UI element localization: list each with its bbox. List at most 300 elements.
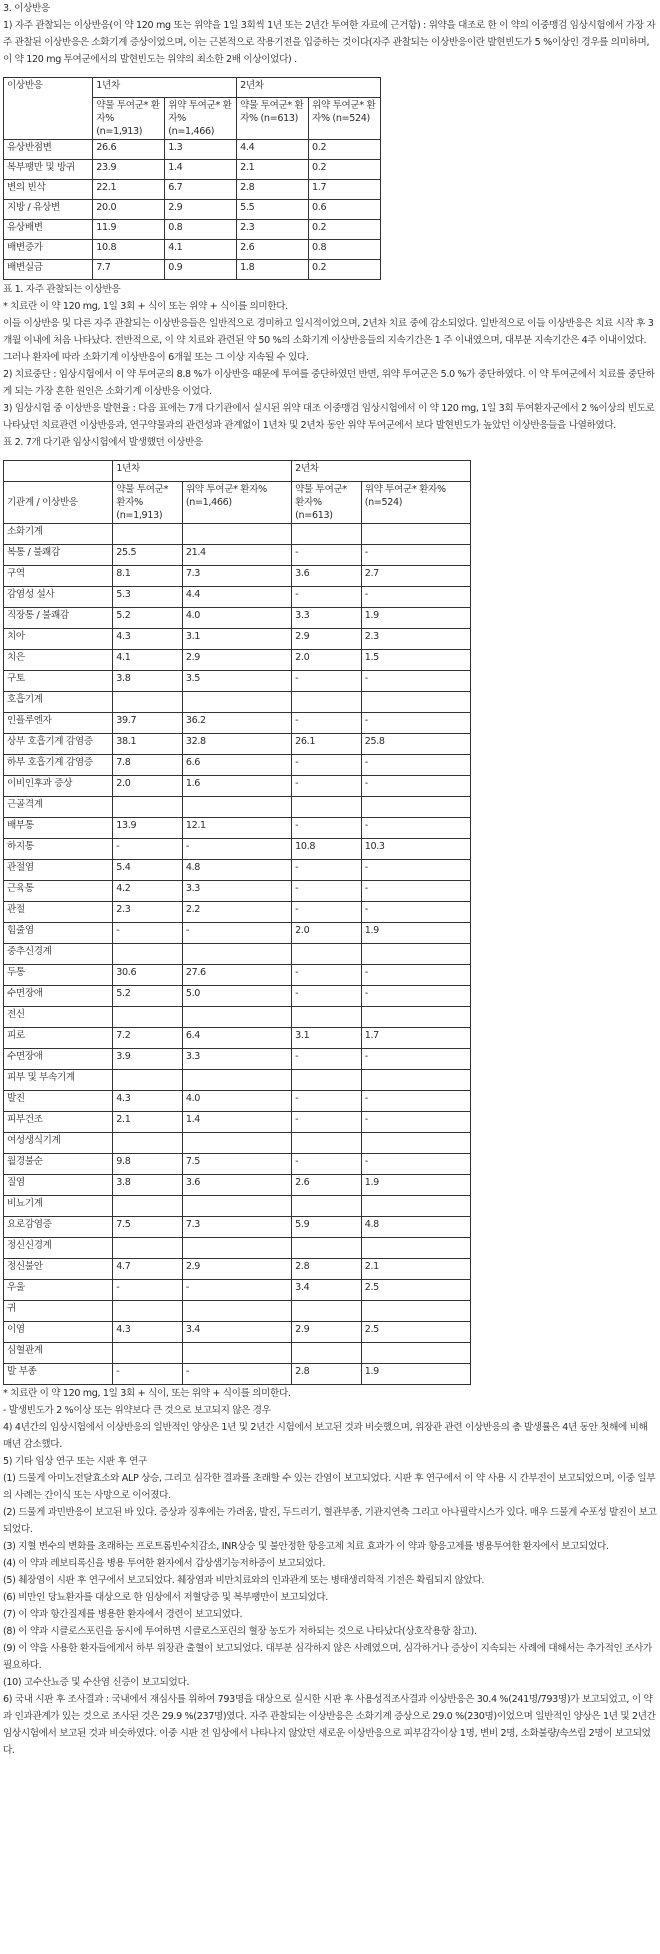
paragraph: (2) 드물게 과민반응이 보고된 바 있다. 증상과 징후에는 가려움, 발진, 두드러기, 혈관부종, 기관지연축 그리고 아나필락시스가 있다. 매우 드물게 수포성 발진이 보고되었다. (3, 1507, 657, 1535)
table-row (4, 160, 381, 180)
table-cell-value: 3.8 (113, 671, 183, 692)
table-cell-value: 1.8 (237, 260, 309, 280)
table-cell-label: 이염 (4, 1322, 113, 1343)
table-cell-value: 2.8 (292, 1364, 362, 1385)
table1-header-reaction: 이상반응 (4, 78, 93, 140)
table-cell-value: 4.3 (113, 1091, 183, 1112)
table-cell-value: - (182, 1364, 291, 1385)
table-row (4, 140, 381, 160)
table-cell-value: 11.9 (93, 220, 165, 240)
table-row (4, 713, 471, 734)
table-cell-value: 3.5 (182, 671, 291, 692)
table2-body (4, 524, 471, 1385)
table-cell-value: - (292, 1049, 362, 1070)
table-cell-value: 5.3 (113, 587, 183, 608)
table1-footnote: * 치료란 이 약 120 mg, 1일 3회 + 식이 또는 위약 + 식이를 의미한다. (3, 301, 288, 312)
paragraph: (10) 고수산뇨증 및 수산염 신증이 보고되었다. (3, 1677, 190, 1688)
paragraph: 3) 임상시험 중 이상반응 발현율 : 다음 표에는 7개 다기관에서 실시된 위약 대조 이중맹검 임상시험에서 이 약 120 mg, 1일 3회 투여환자군에서 2 %이상의 빈도로 나타났던 치료관련 이상반응과, 연구약물과의 관련성과 관계없이 1년차 및 2년차 동안 위약 투여군에서 보다 발현빈도가 높았던 이상반응들을 나열하였다. (3, 403, 655, 431)
table-cell-value (292, 1343, 362, 1364)
paragraph: 2) 치료중단 : 임상시험에서 이 약 투여군의 8.8 %가 이상반응 때문에 투여를 중단하였던 반면, 위약 투여군은 5.0 %가 중단하였다. 이 약 투여군에서 치료를 중단하게 되는 가장 흔한 원인은 소화기계 이상반응 이었다. (3, 369, 655, 397)
table-cell-value: 4.4 (182, 587, 291, 608)
table-cell-value: 3.3 (292, 608, 362, 629)
table-cell-value: 7.7 (93, 260, 165, 280)
table-row (4, 566, 471, 587)
table-cell-value: 0.8 (309, 240, 381, 260)
table-cell-value: 3.6 (182, 1175, 291, 1196)
adverse-reaction-table-1 (3, 77, 381, 280)
table-cell-label: 비뇨기계 (4, 1196, 113, 1217)
table-row (4, 986, 471, 1007)
table-row (4, 1343, 471, 1364)
table1-header-year2: 2년차 (237, 78, 381, 98)
table-cell-value (182, 1238, 291, 1259)
table2-caption: 표 2. 7개 다기관 임상시험에서 발생했던 이상반응 (3, 437, 203, 448)
table-cell-label: 치은 (4, 650, 113, 671)
paragraph: 6) 국내 시판 후 조사결과 : 국내에서 재심사를 위하여 793명을 대상으로 실시한 시판 후 사용성적조사결과 이상반응은 30.4 %(241명/793명)가 보고되었고, 이 약과 인과관계가 있는 것으로 조사된 것은 29.9 %(237명)였다. 자주 관찰되는 이상반응은 소화기계 증상으로 29.0 %(230명)이었으며 일반적인 양상은 1년 및 2년간 임상시험에서 보고된 것과 비슷하였다. 이중 시판 전 임상에서 나타나지 않았던 새로운 이상반응으로 피부감각이상 1명, 변비 2명, 소화불량/속쓰림 2명이 보고되었다. (3, 1694, 656, 1756)
table-cell-value: 10.8 (292, 839, 362, 860)
table-cell-value: 30.6 (113, 965, 183, 986)
table-cell-value: 7.8 (113, 755, 183, 776)
table-cell-value (292, 797, 362, 818)
table-cell-value (182, 944, 291, 965)
table-row (4, 1364, 471, 1385)
table-cell-label: 우울 (4, 1280, 113, 1301)
table-cell-value: 25.8 (361, 734, 470, 755)
table-cell-value (113, 797, 183, 818)
table-cell-value: 25.5 (113, 545, 183, 566)
table-cell-value (182, 1007, 291, 1028)
table-cell-value (113, 1343, 183, 1364)
table-cell-value (292, 1007, 362, 1028)
table-cell-value: - (292, 965, 362, 986)
table-row (4, 1280, 471, 1301)
table-cell-value: - (361, 1154, 470, 1175)
table-cell-value: 1.9 (361, 1175, 470, 1196)
table-cell-value: 4.0 (182, 608, 291, 629)
table-cell-value (182, 1196, 291, 1217)
table-row (4, 734, 471, 755)
table-cell-value: - (113, 1364, 183, 1385)
table-row (4, 1175, 471, 1196)
table-cell-label: 유상반점변 (4, 140, 93, 160)
table-cell-value: 6.6 (182, 755, 291, 776)
table-cell-label: 관절 (4, 902, 113, 923)
table1-wrapper (3, 77, 657, 280)
table-row (4, 1112, 471, 1133)
table-cell-value: 26.1 (292, 734, 362, 755)
table-cell-value (292, 1301, 362, 1322)
table-cell-value: 3.4 (182, 1322, 291, 1343)
table-cell-value: 4.3 (113, 1322, 183, 1343)
table1-header-drug-y1: 약물 투여군* 환자% (n=1,913) (93, 98, 165, 140)
table-cell-label: 근골격계 (4, 797, 113, 818)
table-cell-value: 2.6 (237, 240, 309, 260)
table-cell-value: 2.0 (113, 776, 183, 797)
table-cell-value: 5.4 (113, 860, 183, 881)
table-cell-value (182, 1301, 291, 1322)
paragraph: (8) 이 약과 시클로스포린을 동시에 투여하면 시클로스포린의 혈장 농도가 저하되는 것으로 나타났다(상호작용항 참고). (3, 1626, 477, 1637)
table-row (4, 1238, 471, 1259)
table1-header-placebo-y2: 위약 투여군* 환자% (n=524) (309, 98, 381, 140)
table-cell-value: - (361, 755, 470, 776)
table-cell-label: 정신불안 (4, 1259, 113, 1280)
table-cell-value: - (113, 1280, 183, 1301)
table-cell-label: 수면장애 (4, 986, 113, 1007)
table-cell-label: 질염 (4, 1175, 113, 1196)
table-cell-value: - (292, 860, 362, 881)
table-cell-value: 1.5 (361, 650, 470, 671)
table-cell-value: - (361, 986, 470, 1007)
table-cell-label: 여성생식기계 (4, 1133, 113, 1154)
table-cell-value: 4.8 (182, 860, 291, 881)
table-cell-value: 1.3 (165, 140, 237, 160)
table-cell-value: 38.1 (113, 734, 183, 755)
table-cell-value: 0.2 (309, 140, 381, 160)
table-cell-value: 10.3 (361, 839, 470, 860)
table-cell-value: - (361, 818, 470, 839)
table-cell-value: 4.1 (165, 240, 237, 260)
table-cell-label: 두통 (4, 965, 113, 986)
table-cell-value (361, 944, 470, 965)
table-cell-value: 2.8 (237, 180, 309, 200)
table-cell-value: 2.1 (361, 1259, 470, 1280)
table-cell-value: 3.8 (113, 1175, 183, 1196)
table-cell-value: 1.9 (361, 608, 470, 629)
table-row (4, 692, 471, 713)
table-cell-label: 호흡기계 (4, 692, 113, 713)
table-cell-value: 0.9 (165, 260, 237, 280)
table-row (4, 1133, 471, 1154)
table-cell-value: 10.8 (93, 240, 165, 260)
table-row (4, 1196, 471, 1217)
table-cell-value: 1.4 (165, 160, 237, 180)
table-cell-value: 3.1 (182, 629, 291, 650)
table-row (4, 1049, 471, 1070)
table-cell-value: - (361, 902, 470, 923)
table-cell-value: 4.1 (113, 650, 183, 671)
table-row (4, 902, 471, 923)
table-cell-value (113, 524, 183, 545)
table-cell-value: 4.0 (182, 1091, 291, 1112)
table-cell-label: 귀 (4, 1301, 113, 1322)
table1-caption: 표 1. 자주 관찰되는 이상반응 (3, 284, 121, 295)
table-cell-label: 인플루엔자 (4, 713, 113, 734)
table-cell-value: - (292, 776, 362, 797)
table-cell-value: - (292, 1091, 362, 1112)
table-cell-value: 2.3 (237, 220, 309, 240)
table-cell-value: 9.8 (113, 1154, 183, 1175)
table-cell-value (182, 692, 291, 713)
section-heading: 3. 이상반응 (3, 3, 50, 14)
table-cell-label: 이비인후과 증상 (4, 776, 113, 797)
table-row (4, 839, 471, 860)
table-cell-value: 3.3 (182, 881, 291, 902)
paragraph: (9) 이 약을 사용한 환자들에게서 하부 위장관 출혈이 보고되었다. 대부분 심각하지 않은 사례였으며, 심각하거나 증상이 지속되는 사례에 대해서는 추가적인 조사가 필요하다. (3, 1643, 652, 1671)
paragraph: 4) 4년간의 임상시험에서 이상반응의 일반적인 양상은 1년 및 2년간 시험에서 보고된 것과 비슷했으며, 위장관 관련 이상반응의 총 발생률은 4년 동안 첫해에 비해 매년 감소했다. (3, 1422, 648, 1450)
table-cell-value: 3.9 (113, 1049, 183, 1070)
table-cell-value: - (361, 545, 470, 566)
table-row (4, 1028, 471, 1049)
table-cell-value: - (292, 671, 362, 692)
table-cell-value: 5.2 (113, 986, 183, 1007)
table-cell-label: 배변증가 (4, 240, 93, 260)
table-cell-value: - (292, 545, 362, 566)
table-cell-value: 0.2 (309, 260, 381, 280)
table-row (4, 1091, 471, 1112)
table-cell-value (361, 1343, 470, 1364)
paragraph: (3) 지혈 변수의 변화를 초래하는 프로트롬빈수치감소, INR상승 및 불안정한 항응고제 치료 효과가 이 약과 항응고제를 병용투여한 환자에서 보고되었다. (3, 1541, 609, 1552)
table-cell-value (113, 1133, 183, 1154)
table-cell-value: 4.4 (237, 140, 309, 160)
table-cell-label: 피부 및 부속기계 (4, 1070, 113, 1091)
table2-header-drug-y1: 약물 투여군* 환자% (n=1,913) (113, 482, 183, 524)
table-cell-value: 2.9 (292, 629, 362, 650)
table-cell-label: 힘줄염 (4, 923, 113, 944)
table1-header-drug-y2: 약물 투여군* 환자% (n=613) (237, 98, 309, 140)
table-cell-value (292, 1196, 362, 1217)
table-row (4, 1154, 471, 1175)
table-row (4, 200, 381, 220)
table-cell-label: 유상배변 (4, 220, 93, 240)
paragraph: 1) 자주 관찰되는 이상반응(이 약 120 mg 또는 위약을 1일 3회씩 1년 또는 2년간 투여한 자료에 근거함) : 위약을 대조로 한 이 약의 이중맹검 임상시험에서 가장 자주 관찰된 이상반응은 소화기계 증상이었으며, 이는 근본적으로 작용기전을 입증하는 것이다(자주 관찰되는 이상반응이란 발현빈도가 5 %이상인 경우를 의미하며, 이 약 120 mg 투여군에서의 발현빈도는 위약의 최소한 2배 이상이었다) . (3, 20, 656, 65)
table-cell-value: - (361, 1091, 470, 1112)
table-cell-value: 2.8 (292, 1259, 362, 1280)
table2-wrapper (3, 460, 657, 1385)
table-row (4, 1259, 471, 1280)
table-cell-value: 2.7 (361, 566, 470, 587)
table-cell-label: 전신 (4, 1007, 113, 1028)
table-cell-label: 소화기계 (4, 524, 113, 545)
table-cell-value: - (361, 1112, 470, 1133)
table-cell-label: 상부 호흡기계 감염증 (4, 734, 113, 755)
table-cell-value: 0.2 (309, 220, 381, 240)
table-cell-value: 7.3 (182, 566, 291, 587)
table-cell-value (361, 1196, 470, 1217)
table-cell-value: 2.1 (237, 160, 309, 180)
table-cell-value: 5.5 (237, 200, 309, 220)
table-cell-value: 2.1 (113, 1112, 183, 1133)
table-cell-value: 2.0 (292, 923, 362, 944)
table-cell-value: 2.9 (165, 200, 237, 220)
table-cell-label: 직장통 / 불쾌감 (4, 608, 113, 629)
table-row (4, 923, 471, 944)
table-cell-value: 0.8 (165, 220, 237, 240)
paragraph: 이들 이상반응 및 다른 자주 관찰되는 이상반응들은 일반적으로 경미하고 일시적이었으며, 2년차 치료 중에 감소되었다. 일반적으로 이들 이상반응은 치료 시작 후 3개월 이내에 처음 나타났다. 전반적으로, 이 약 치료와 관련된 약 50 %의 소화기계 이상반응들의 지속기간은 1 주 이내였으며, 대부분 지속기간은 4주 이내이었다. 그러나 환자에 따라 소화기계 이상반응이 6개월 또는 그 이상 지속될 수 있다. (3, 318, 654, 363)
paragraph: (5) 췌장염이 시판 후 연구에서 보고되었다. 췌장염과 비만치료와의 인과관계 또는 병태생리학적 기전은 확립되지 않았다. (3, 1575, 485, 1586)
table-cell-value: 6.4 (182, 1028, 291, 1049)
table-cell-value: 21.4 (182, 545, 291, 566)
table-row (4, 260, 381, 280)
table-cell-value: - (361, 587, 470, 608)
table-cell-value: - (361, 1049, 470, 1070)
table-cell-label: 하부 호흡기계 감염증 (4, 755, 113, 776)
table-cell-value: 3.4 (292, 1280, 362, 1301)
table1-header-year1: 1년차 (93, 78, 237, 98)
table-cell-label: 피로 (4, 1028, 113, 1049)
table-cell-value: - (361, 965, 470, 986)
table-cell-value: 2.5 (361, 1322, 470, 1343)
table-cell-value: 2.0 (292, 650, 362, 671)
table-cell-value (292, 692, 362, 713)
table-cell-value: 3.6 (292, 566, 362, 587)
table-cell-value: 36.2 (182, 713, 291, 734)
table-row (4, 524, 471, 545)
table2-footnote-2: - 발생빈도가 2 %이상 또는 위약보다 큰 것으로 보고되지 않은 경우 (3, 1405, 271, 1416)
table-cell-value (361, 692, 470, 713)
table-row (4, 776, 471, 797)
table-cell-value: 8.1 (113, 566, 183, 587)
table-row (4, 220, 381, 240)
table-cell-value (361, 524, 470, 545)
table-row (4, 881, 471, 902)
table-cell-value: 1.6 (182, 776, 291, 797)
table-cell-value: - (361, 713, 470, 734)
table-cell-value (113, 1007, 183, 1028)
table-cell-value: 20.0 (93, 200, 165, 220)
table-cell-value (292, 1238, 362, 1259)
table-cell-value: 4.2 (113, 881, 183, 902)
table-cell-value: - (361, 671, 470, 692)
table-row (4, 818, 471, 839)
table2-header-organ: 기관계 / 이상반응 (4, 482, 113, 524)
table2-header-year2: 2년차 (292, 461, 471, 482)
table-row (4, 1322, 471, 1343)
table-cell-value: 2.9 (292, 1322, 362, 1343)
table-cell-value: 3.1 (292, 1028, 362, 1049)
table-cell-value: 13.9 (113, 818, 183, 839)
table-cell-value: - (292, 986, 362, 1007)
table-row (4, 629, 471, 650)
table-cell-label: 관절염 (4, 860, 113, 881)
table-cell-value: - (113, 923, 183, 944)
paragraph: (4) 이 약과 레보티록신을 병용 투여한 환자에서 갑상샘기능저하증이 보고되었다. (3, 1558, 326, 1569)
table-cell-label: 구토 (4, 671, 113, 692)
table-row (4, 587, 471, 608)
table2-header-placebo-y1: 위약 투여군* 환자%(n=1,466) (182, 482, 291, 524)
table1-header-placebo-y1: 위약 투여군* 환자% (n=1,466) (165, 98, 237, 140)
table-row (4, 180, 381, 200)
table-row (4, 1007, 471, 1028)
table-cell-value: 2.6 (292, 1175, 362, 1196)
table-cell-label: 발 부종 (4, 1364, 113, 1385)
table-cell-value: 3.3 (182, 1049, 291, 1070)
table-cell-value: - (113, 839, 183, 860)
table-row (4, 545, 471, 566)
table-row (4, 671, 471, 692)
paragraph: (7) 이 약과 항간질제를 병용한 환자에서 경련이 보고되었다. (3, 1609, 243, 1620)
table2-header-drug-y2: 약물 투여군* 환자% (n=613) (292, 482, 362, 524)
table-row (4, 944, 471, 965)
paragraph: (6) 비만인 당뇨환자를 대상으로 한 임상에서 저혈당증 및 복부팽만이 보고되었다. (3, 1592, 328, 1603)
table-cell-value (361, 1070, 470, 1091)
table-row (4, 860, 471, 881)
adverse-reaction-table-2 (3, 460, 471, 1385)
table-cell-value: - (182, 839, 291, 860)
table-cell-value: 7.3 (182, 1217, 291, 1238)
table-row (4, 965, 471, 986)
table-cell-value (292, 524, 362, 545)
table-row (4, 240, 381, 260)
table-cell-value (182, 797, 291, 818)
table-cell-value (113, 1196, 183, 1217)
table2-header-year1: 1년차 (113, 461, 292, 482)
table-cell-value: 7.5 (182, 1154, 291, 1175)
table-cell-value: 39.7 (113, 713, 183, 734)
paragraph: 5) 기타 임상 연구 또는 시판 후 연구 (3, 1456, 147, 1467)
table-cell-value: 32.8 (182, 734, 291, 755)
table-cell-value: - (292, 1112, 362, 1133)
table-cell-value: 7.5 (113, 1217, 183, 1238)
table-cell-value: - (292, 713, 362, 734)
table-cell-label: 하지통 (4, 839, 113, 860)
table-cell-label: 발진 (4, 1091, 113, 1112)
table1-body (4, 140, 381, 280)
table-cell-label: 정신신경계 (4, 1238, 113, 1259)
table2-header-blank (4, 461, 113, 482)
table-cell-value (113, 692, 183, 713)
table-cell-value (292, 1070, 362, 1091)
table-cell-value: 22.1 (93, 180, 165, 200)
table-cell-value: - (292, 587, 362, 608)
table-cell-value: 0.6 (309, 200, 381, 220)
table-cell-value (182, 1133, 291, 1154)
table-cell-label: 구역 (4, 566, 113, 587)
table-cell-value: 23.9 (93, 160, 165, 180)
table-cell-value: 4.8 (361, 1217, 470, 1238)
table-cell-value: 1.4 (182, 1112, 291, 1133)
table-cell-value (113, 1070, 183, 1091)
table-cell-label: 변의 빈삭 (4, 180, 93, 200)
table-cell-value (182, 1343, 291, 1364)
table-cell-value: 1.9 (361, 923, 470, 944)
table-cell-value: 1.7 (361, 1028, 470, 1049)
table-cell-value: 12.1 (182, 818, 291, 839)
table-cell-value: - (182, 1280, 291, 1301)
table-cell-value (113, 944, 183, 965)
table2-header-placebo-y2: 위약 투여군* 환자%(n=524) (361, 482, 470, 524)
table-cell-value (361, 1007, 470, 1028)
table-cell-label: 복부팽만 및 방귀 (4, 160, 93, 180)
table-cell-label: 근육통 (4, 881, 113, 902)
table-row (4, 608, 471, 629)
table-cell-value: - (361, 860, 470, 881)
table-row (4, 650, 471, 671)
table-cell-value: 2.9 (182, 650, 291, 671)
table-cell-value: 2.3 (361, 629, 470, 650)
table-cell-label: 복통 / 불쾌감 (4, 545, 113, 566)
table-row (4, 1070, 471, 1091)
table-cell-value: 1.7 (309, 180, 381, 200)
table-row (4, 797, 471, 818)
table-cell-value: - (361, 776, 470, 797)
table-cell-value: 4.7 (113, 1259, 183, 1280)
table-cell-value (361, 1301, 470, 1322)
table-row (4, 1217, 471, 1238)
table-cell-value: 1.9 (361, 1364, 470, 1385)
table-cell-value (113, 1238, 183, 1259)
table-cell-value: - (292, 881, 362, 902)
table-row (4, 1301, 471, 1322)
table-cell-value: 5.9 (292, 1217, 362, 1238)
table-cell-value (292, 1133, 362, 1154)
table-cell-label: 배변실금 (4, 260, 93, 280)
table-cell-label: 수면장애 (4, 1049, 113, 1070)
table-cell-value: - (292, 902, 362, 923)
table-cell-label: 지방 / 유상변 (4, 200, 93, 220)
table-cell-value (113, 1301, 183, 1322)
table-cell-label: 피부건조 (4, 1112, 113, 1133)
table-cell-value: 2.5 (361, 1280, 470, 1301)
